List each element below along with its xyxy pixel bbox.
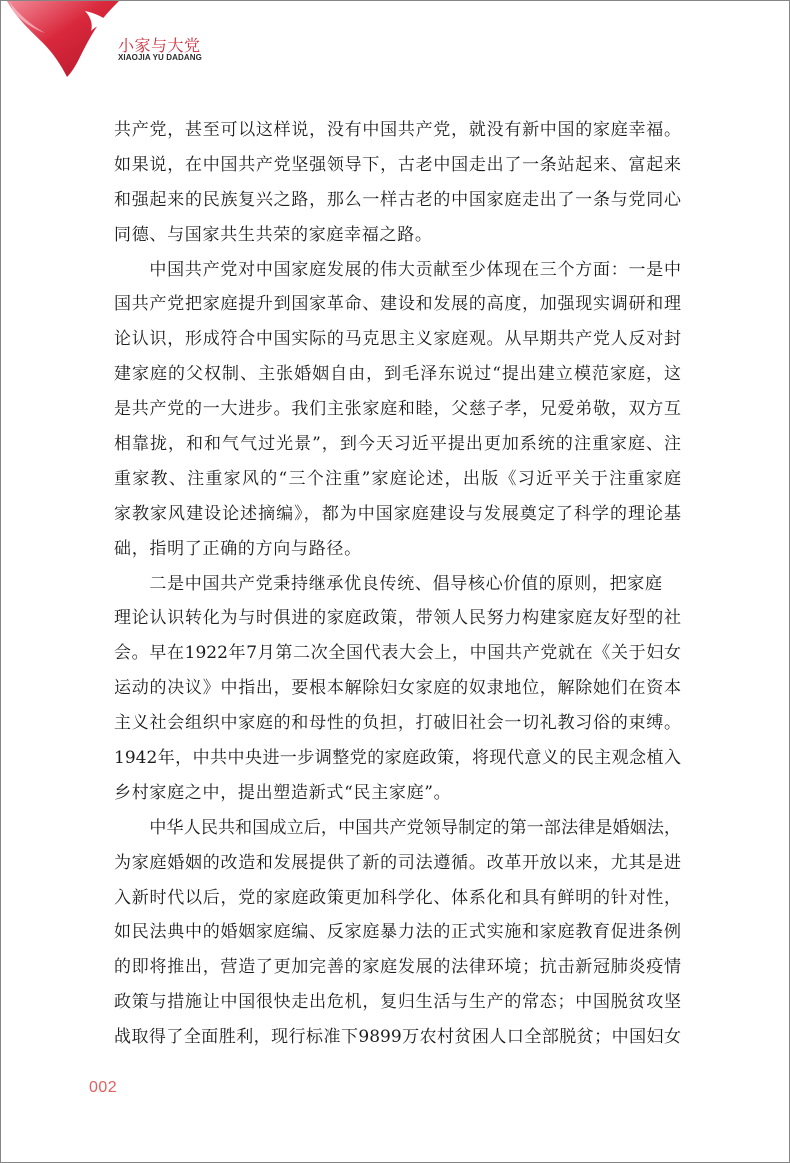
body-line: 同德、与国家共生共荣的家庭幸福之路。 (114, 224, 433, 245)
ribbon-logo-icon (1, 1, 121, 79)
body-line: 和强起来的民族复兴之路，那么一样古老的中国家庭走出了一条与党同心 (114, 189, 681, 210)
body-line: 会。早在1922年7月第二次全国代表大会上，中国共产党就在《关于妇女 (114, 643, 681, 664)
body-line: 入新时代以后，党的家庭政策更加科学化、体系化和具有鲜明的针对性， (114, 887, 681, 908)
body-line: 中国共产党对中国家庭发展的伟大贡献至少体现在三个方面：一是中 (149, 259, 681, 280)
body-line: 1942年，中共中央进一步调整党的家庭政策，将现代意义的民主观念植入 (114, 748, 681, 769)
page-number: 002 (89, 1079, 118, 1096)
body-line: 的即将推出，营造了更加完善的家庭发展的法律环境；抗击新冠肺炎疫情 (114, 957, 681, 978)
body-line: 论认识，形成符合中国实际的马克思主义家庭观。从早期共产党人反对封 (114, 329, 681, 350)
body-line: 建家庭的父权制、主张婚姻自由，到毛泽东说过“提出建立模范家庭，这 (114, 364, 681, 385)
body-line: 运动的决议》中指出，要根本解除妇女家庭的奴隶地位，解除她们在资本 (114, 678, 681, 699)
body-line: 如民法典中的婚姻家庭编、反家庭暴力法的正式实施和家庭教育促进条例 (114, 922, 681, 943)
body-line: 乡村家庭之中，提出塑造新式“民主家庭”。 (114, 782, 452, 803)
paragraph (114, 113, 681, 253)
body-line: 国共产党把家庭提升到国家革命、建设和发展的高度，加强现实调研和理 (114, 294, 681, 315)
body-line: 相靠拢，和和气气过光景”，到今天习近平提出更加系统的注重家庭、注 (114, 434, 681, 455)
body-line: 如果说，在中国共产党坚强领导下，古老中国走出了一条站起来、富起来 (114, 154, 681, 175)
paragraph (114, 253, 681, 567)
body-line: 政策与措施让中国很快走出危机，复归生活与生产的常态；中国脱贫攻坚 (114, 992, 681, 1013)
body-line: 为家庭婚姻的改造和发展提供了新的司法遵循。改革开放以来，尤其是进 (114, 852, 681, 873)
paragraph (114, 811, 681, 1055)
series-title: 小家与大党 (118, 36, 201, 55)
series-title-pinyin: XIAOJIA YU DADANG (118, 53, 202, 62)
body-line: 家教家风建设论述摘编》，都为中国家庭建设与发展奠定了科学的理论基 (114, 503, 681, 524)
body-line: 是共产党的一大进步。我们主张家庭和睦，父慈子孝，兄爱弟敬，双方互 (114, 399, 681, 420)
body-line: 重家教、注重家风的“三个注重”家庭论述，出版《习近平关于注重家庭 (114, 468, 681, 489)
body-line: 中华人民共和国成立后，中国共产党领导制定的第一部法律是婚姻法， (149, 817, 681, 838)
paragraph (114, 567, 681, 811)
body-line: 二是中国共产党秉持继承优良传统、倡导核心价值的原则，把家庭 (149, 573, 663, 594)
body-line: 战取得了全面胜利，现行标准下9899万农村贫困人口全部脱贫；中国妇女 (114, 1027, 681, 1048)
body-line: 共产党，甚至可以这样说，没有中国共产党，就没有新中国的家庭幸福。 (114, 120, 681, 140)
body-line: 础，指明了正确的方向与路径。 (114, 538, 362, 559)
body-text (114, 113, 681, 1055)
body-line: 主义社会组织中家庭的和母性的负担，打破旧社会一切礼教习俗的束缚。 (114, 713, 681, 734)
body-line: 理论认识转化为与时俱进的家庭政策，带领人民努力构建家庭友好型的社 (114, 608, 681, 629)
